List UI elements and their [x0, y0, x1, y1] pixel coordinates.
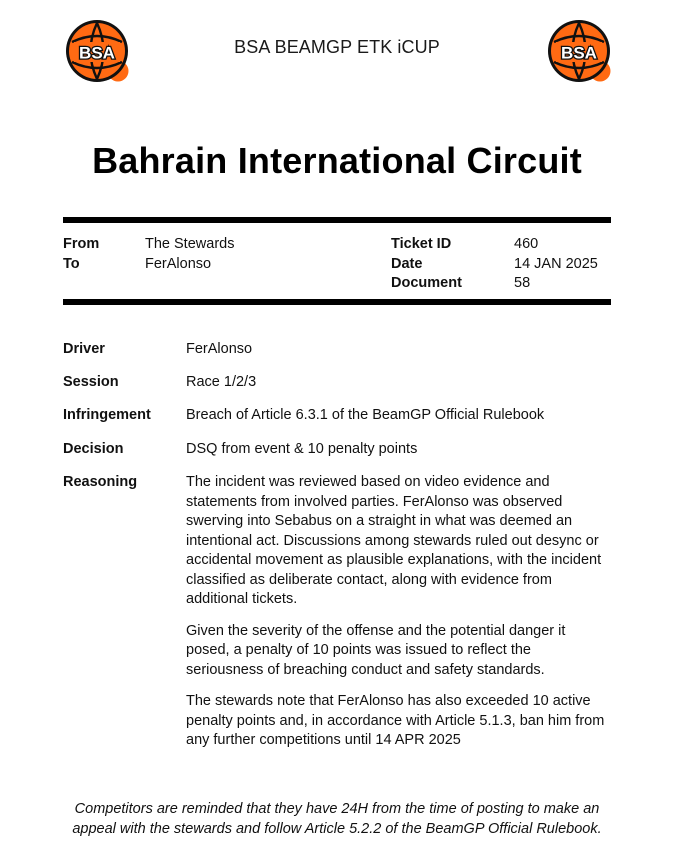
date-label: Date: [391, 255, 423, 272]
date-value: 14 JAN 2025: [514, 255, 598, 272]
infringement-label: Infringement: [63, 407, 151, 423]
from-label: From: [63, 236, 100, 252]
decision-value: DSQ from event & 10 penalty points: [186, 441, 418, 457]
document-title: Bahrain International Circuit: [92, 140, 582, 181]
meta-left-values: [145, 235, 234, 274]
decision-label: Decision: [63, 441, 124, 457]
divider: [63, 217, 611, 223]
reasoning-label: Reasoning: [63, 474, 138, 490]
divider: [63, 299, 611, 305]
reasoning-paragraph: The incident was reviewed based on video evidence and statements from involved parties. FerAlonso was observed swerving into Sebabus on a straight in what was deemed an intentional act. Discussions among stewards ruled out desync or accidental movement as plausible explanations, with the incident classified as deliberate contact, along with evidence from additional tickets.: [186, 474, 602, 607]
logo-text: BSA: [561, 43, 597, 63]
infringement-value: Breach of Article 6.3.1 of the BeamGP Official Rulebook: [186, 407, 545, 423]
driver-label: Driver: [63, 341, 105, 357]
to-value: FerAlonso: [145, 255, 212, 272]
bsa-logo-graphic: [544, 20, 612, 84]
meta-right-labels: [391, 235, 462, 294]
from-value: The Stewards: [145, 236, 235, 252]
ticket-id-value: 460: [514, 236, 539, 252]
to-label: To: [63, 255, 80, 272]
reasoning-paragraph: Given the severity of the offense and the potential danger it posed, a penalty of 10 points was issued to reflect the seriousness of breaching conduct and safety standards.: [186, 622, 566, 678]
reasoning-text: [186, 473, 611, 763]
bsa-logo: [544, 20, 612, 84]
logo-text: BSA: [79, 43, 115, 63]
document-value: 58: [514, 275, 531, 291]
meta-left-labels: [63, 235, 99, 274]
document-label: Document: [391, 275, 462, 291]
session-label: Session: [63, 374, 119, 390]
session-value: Race 1/2/3: [186, 374, 257, 390]
reasoning-paragraph: The stewards note that FerAlonso has also exceeded 10 active penalty points and, in accordance with Article 5.1.3, ban him from any further competitions until 14 APR 2025: [186, 693, 605, 748]
ticket-id-label: Ticket ID: [391, 236, 452, 252]
header-title: BSA BEAMGP ETK iCUP: [234, 37, 440, 57]
driver-value: FerAlonso: [186, 341, 253, 357]
footer-note: Competitors are reminded that they have 24H from the time of posting to make an appeal with the stewards and follow Article 5.2.2 of the BeamGP Official Rulebook.: [72, 801, 602, 837]
meta-right-values: [514, 235, 598, 294]
